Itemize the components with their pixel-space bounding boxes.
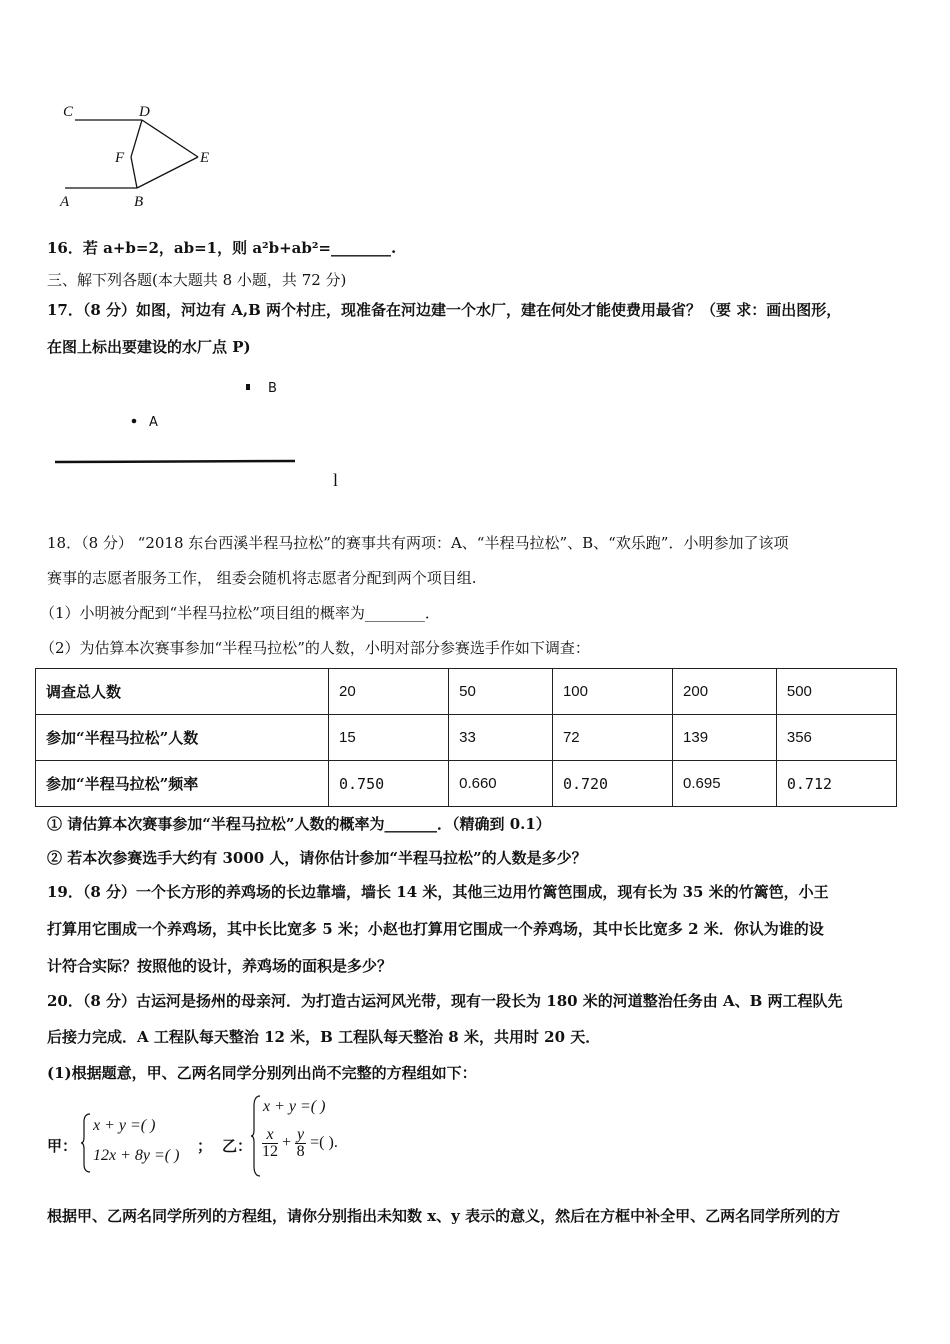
question-17-line1: 17．（8 分）如图，河边有 A,B 两个村庄，现准备在河边建一个水厂，建在何处才能使费用最省？（要 求：画出图形， (47, 301, 842, 319)
equation-tail: =( ). (310, 1134, 338, 1152)
table-cell: 调查总人数 (36, 669, 329, 715)
table-cell: 50 (449, 669, 553, 715)
table-cell: 0.750 (329, 761, 449, 807)
question-19-line3: 计符合实际？按照他的设计，养鸡场的面积是多少？ (47, 957, 393, 975)
question-16: 16．若 a+b=2，ab=1，则 a²b+ab²=________. (47, 239, 397, 257)
label-a: A (60, 194, 70, 210)
fraction-y-over-8 (295, 1127, 306, 1160)
segment-de (142, 120, 198, 157)
label-d: D (139, 104, 150, 120)
jia-eq2: 12x + 8y =( ) (93, 1147, 180, 1164)
question-18-part1: （1）小明被分配到“半程马拉松”项目组的概率为________． (40, 604, 440, 622)
plus-sign: + (282, 1134, 292, 1152)
label-f: F (115, 150, 125, 166)
yi-brace (250, 1094, 262, 1178)
label-c: C (63, 104, 74, 120)
table-row (36, 761, 897, 807)
table-cell: 0.720 (552, 761, 672, 807)
fraction-x-over-12 (262, 1127, 278, 1160)
yi-eq2 (262, 1127, 338, 1160)
label-river-l: l (333, 470, 339, 490)
question-20-line1: 20．（8 分）古运河是扬州的母亲河．为打造古运河风光带，现有一段长为 180 米的河道整治任务由 A、B 两工程队先 (47, 992, 843, 1010)
jia-label: 甲： (47, 1137, 78, 1155)
segment-df (131, 120, 142, 157)
question-17-line2: 在图上标出要建设的水厂点 P) (47, 338, 251, 356)
table-cell: 20 (329, 669, 449, 715)
jia-eq1: x + y =( ) (93, 1117, 156, 1134)
question-19-line1: 19．（8 分）一个长方形的养鸡场的长边靠墙，墙长 14 米，其他三边用竹篱笆围成，现有长为 35 米的竹篱笆，小王 (47, 883, 829, 901)
fraction-numerator: y (297, 1126, 305, 1143)
point-a (132, 419, 137, 424)
question-20-line2: 后接力完成．A 工程队每天整治 12 米，B 工程队每天整治 8 米，共用时 20 天． (47, 1028, 601, 1046)
question-18-sub1: ① 请估算本次赛事参加“半程马拉松”人数的概率为_______．（精确到 0.1） (47, 815, 551, 833)
jia-brace (80, 1112, 92, 1174)
label-e: E (200, 150, 210, 166)
question-18-line2: 赛事的志愿者服务工作， 组委会随机将志愿者分配到两个项目组. (47, 569, 477, 587)
table-row (36, 669, 897, 715)
point-b (246, 384, 250, 390)
question-18-part2: （2）为估算本次赛事参加“半程马拉松”的人数，小明对部分参赛选手作如下调查： (40, 639, 590, 657)
fraction-denominator: 8 (296, 1143, 305, 1160)
fraction-numerator: x (262, 1127, 278, 1144)
fraction-denominator: 12 (262, 1143, 278, 1160)
question-20-line3: (1)根据题意，甲、乙两名同学分别列出尚不完整的方程组如下： (47, 1064, 477, 1082)
segment-fb (131, 157, 137, 188)
table-cell: 72 (552, 715, 672, 761)
separator: ； (197, 1137, 213, 1155)
table-cell: 参加“半程马拉松”频率 (36, 761, 329, 807)
table-cell: 139 (673, 715, 777, 761)
question-18-line1: 18．（8 分） “2018 东台西溪半程马拉松”的赛事共有两项：A、“半程马拉松”、B、“欢乐跑”．小明参加了该项 (47, 534, 789, 552)
segment-be (137, 157, 198, 188)
question-19-line2: 打算用它围成一个养鸡场，其中长比宽多 5 米；小赵也打算用它围成一个养鸡场，其中长比宽多 2 米．你认为谁的设 (47, 920, 824, 938)
survey-table (35, 668, 897, 807)
section-heading: 三、解下列各题(本大题共 8 小题，共 72 分) (47, 271, 347, 289)
table-cell: 0.712 (776, 761, 896, 807)
table-cell: 15 (329, 715, 449, 761)
table-cell: 0.660 (449, 761, 553, 807)
table-cell: 356 (776, 715, 896, 761)
river-line-l (55, 461, 295, 462)
table-cell: 33 (449, 715, 553, 761)
question-20-line4: 根据甲、乙两名同学所列的方程组，请你分别指出未知数 x、y 表示的意义，然后在方框中补全甲、乙两名同学所列的方 (47, 1207, 841, 1225)
label-b: B (134, 194, 144, 210)
table-cell: 参加“半程马拉松”人数 (36, 715, 329, 761)
table-cell: 500 (776, 669, 896, 715)
label-river-b: B (268, 381, 277, 396)
yi-eq1: x + y =( ) (263, 1098, 326, 1115)
question-18-sub2: ② 若本次参赛选手大约有 3000 人，请你估计参加“半程马拉松”的人数是多少？ (47, 849, 587, 867)
table-cell: 100 (552, 669, 672, 715)
table-cell: 0.695 (673, 761, 777, 807)
table-cell: 200 (673, 669, 777, 715)
label-river-a: A (149, 415, 158, 430)
yi-label: 乙： (222, 1137, 253, 1155)
table-row (36, 715, 897, 761)
river-diagram (50, 375, 370, 495)
